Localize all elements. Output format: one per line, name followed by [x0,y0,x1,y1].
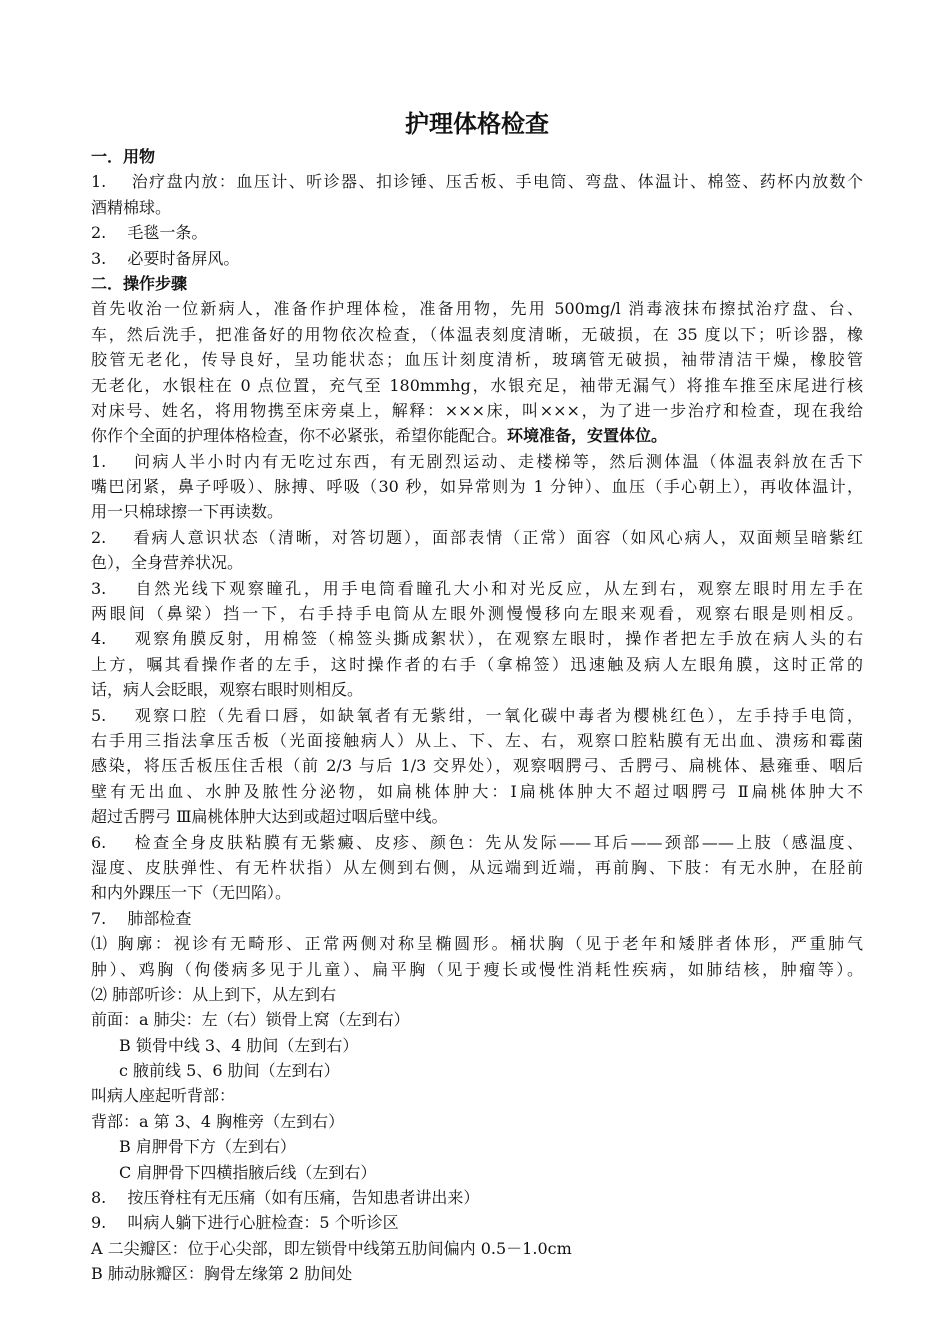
line-text: 对床号、姓名，将用物携至床旁桌上，解释：×××床，叫×××，为了进一步治疗和检查，现在我给 [91,400,863,420]
line-text: 无老化，水银柱在 0 点位置，充气至 180mmhg，水银充足，袖带无漏气）将推车推至床尾进行核 [91,375,863,395]
document-body [91,144,863,1287]
line-text: 8. 按压脊柱有无压痛（如有压痛，告知患者讲出来） [91,1188,480,1208]
line-text: 用一只棉球擦一下再读数。 [91,502,284,522]
line-text: 背部：a 第 3、4 胸椎旁（左到右） [91,1111,345,1131]
text-line [91,677,863,702]
text-line [91,373,863,398]
line-text: 感染，将压舌板压住舌根（前 2/3 与后 1/3 交界处），观察咽腭弓、舌腭弓、扁桃体、悬雍垂、咽后 [91,756,863,776]
text-line [91,195,863,220]
text-line [91,1160,863,1185]
line-text: 话，病人会眨眼，观察右眼时则相反。 [91,680,364,700]
text-line [91,982,863,1007]
line-text: 你作个全面的护理体格检查，你不必紧张，希望你能配合。 [91,426,508,446]
bold-text: 环境准备，安置体位。 [507,426,668,446]
line-text: 和内外踝压一下（无凹陷）。 [91,883,292,903]
text-line [91,474,863,499]
line-text: ⑴ 胸廓：视诊有无畸形、正常两侧对称呈椭圆形。桶状胸（见于老年和矮胖者体形，严重肺气 [91,934,863,954]
line-text: 超过舌腭弓 Ⅲ扁桃体肿大达到或超过咽后壁中线。 [91,807,448,827]
line-text: 5. 观察口腔（先看口唇，如缺氧者有无紫绀，一氧化碳中毒者为樱桃红色），左手持手电筒， [91,705,863,725]
line-text: 嘴巴闭紧，鼻子呼吸）、脉搏、呼吸（30 秒，如异常则为 1 分钟）、血压（手心朝上），再收体温计， [91,477,863,497]
text-line [91,779,863,804]
text-line [91,1058,863,1083]
line-text: B 锁骨中线 3、4 肋间（左到右） [119,1035,359,1055]
text-line [91,449,863,474]
line-text: 两眼间（鼻梁）挡一下，右手持手电筒从左眼外测慢慢移向左眼来观看，观察右眼是则相反。 [91,604,863,624]
line-text: 7. 肺部检查 [91,908,192,928]
text-line [91,1261,863,1286]
line-text: 湿度、皮肤弹性、有无杵状指）从左侧到右侧，从远端到近端，再前胸、下肢：有无水肿，在胫前 [91,857,863,877]
text-line [91,626,863,651]
line-text: C 肩胛骨下四横指腋后线（左到右） [119,1162,377,1182]
document-page [91,104,863,1287]
text-line [91,957,863,982]
line-text: 9. 叫病人躺下进行心脏检查：5 个听诊区 [91,1213,399,1233]
line-text: 叫病人座起听背部： [91,1086,236,1106]
text-line [91,576,863,601]
text-line [91,652,863,677]
text-line [91,931,863,956]
section-heading [91,271,863,296]
line-text: ⑵ 肺部听诊：从上到下，从左到右 [91,984,337,1004]
text-line [91,169,863,194]
line-text: 二．操作步骤 [91,273,188,293]
text-line [91,601,863,626]
text-line [91,728,863,753]
line-text: 前面：a 肺尖：左（右）锁骨上窝（左到右） [91,1010,410,1030]
text-line [91,703,863,728]
line-text: 4. 观察角膜反射，用棉签（棉签头撕成絮状），在观察左眼时，操作者把左手放在病人头的右 [91,629,863,649]
line-text: A 二尖瓣区：位于心尖部，即左锁骨中线第五肋间偏内 0.5－1.0cm [91,1238,572,1258]
line-text: 2. 看病人意识状态（清晰，对答切题），面部表情（正常）面容（如风心病人，双面颊呈暗紫红 [91,527,863,547]
text-line [91,1033,863,1058]
text-line [91,804,863,829]
line-text: 右手用三指法拿压舌板（光面接触病人）从上、下、左、右，观察口腔粘膜有无出血、溃疡和霉菌 [91,730,863,750]
text-line [91,906,863,931]
text-line [91,830,863,855]
line-text: B 肺动脉瓣区：胸骨左缘第 2 肋间处 [91,1264,353,1284]
line-text: 1. 问病人半小时内有无吃过东西，有无剧烈运动、走楼梯等，然后测体温（体温表斜放在舌下 [91,451,863,471]
text-line [91,246,863,271]
line-text: 色），全身营养状况。 [91,553,244,573]
line-text: 1. 治疗盘内放：血压计、听诊器、扣诊锤、压舌板、手电筒、弯盘、体温计、棉签、药杯内放数个 [91,172,863,192]
text-line [91,296,863,321]
line-text: 胶管无老化，传导良好，呈功能状态；血压计刻度清析，玻璃管无破损，袖带清洁干燥，橡胶管 [91,350,863,370]
text-line [91,880,863,905]
text-line [91,855,863,880]
line-text: 3. 自然光线下观察瞳孔，用手电筒看瞳孔大小和对光反应，从左到右，观察左眼时用左手在 [91,578,863,598]
text-line [91,1185,863,1210]
line-text: 3. 必要时备屏风。 [91,248,240,268]
document-title: 护理体格检查 [405,110,549,138]
line-text: B 肩胛骨下方（左到右） [119,1137,296,1157]
text-line [91,1210,863,1235]
text-line [91,1083,863,1108]
line-text: 车，然后洗手，把准备好的用物依次检查，（体温表刻度清晰，无破损，在 35 度以下；听诊器，橡 [91,324,863,344]
text-line [91,1109,863,1134]
text-line [91,1134,863,1159]
text-line [91,322,863,347]
text-line [91,525,863,550]
line-text: c 腋前线 5、6 肋间（左到右） [119,1061,340,1081]
text-line [91,499,863,524]
line-text: 首先收治一位新病人，准备作护理体检，准备用物，先用 500mg/l 消毒液抹布擦拭治疗盘、台、 [91,299,863,319]
text-line [91,423,863,448]
line-text: 一．用物 [91,147,156,166]
text-line [91,550,863,575]
line-text: 上方，嘱其看操作者的左手，这时操作者的右手（拿棉签）迅速触及病人左眼角膜，这时正常的 [91,654,863,674]
text-line [91,1007,863,1032]
line-text: 6. 检查全身皮肤粘膜有无紫癜、皮疹、颜色：先从发际——耳后——颈部——上肢（感温度、 [91,832,863,852]
line-text: 壁有无出血、水肿及脓性分泌物，如扁桃体肿大：Ⅰ扁桃体肿大不超过咽腭弓 Ⅱ扁桃体肿大不 [91,781,863,801]
text-line [91,347,863,372]
section-heading [91,144,863,169]
text-line [91,220,863,245]
line-text: 2. 毛毯一条。 [91,223,208,243]
text-line [91,753,863,778]
line-text: 酒精棉球。 [91,197,172,217]
text-line [91,1236,863,1261]
text-line [91,398,863,423]
line-text: 肿）、鸡胸（佝偻病多见于儿童）、扁平胸（见于瘦长或慢性消耗性疾病，如肺结核，肿瘤等）。 [91,959,863,979]
